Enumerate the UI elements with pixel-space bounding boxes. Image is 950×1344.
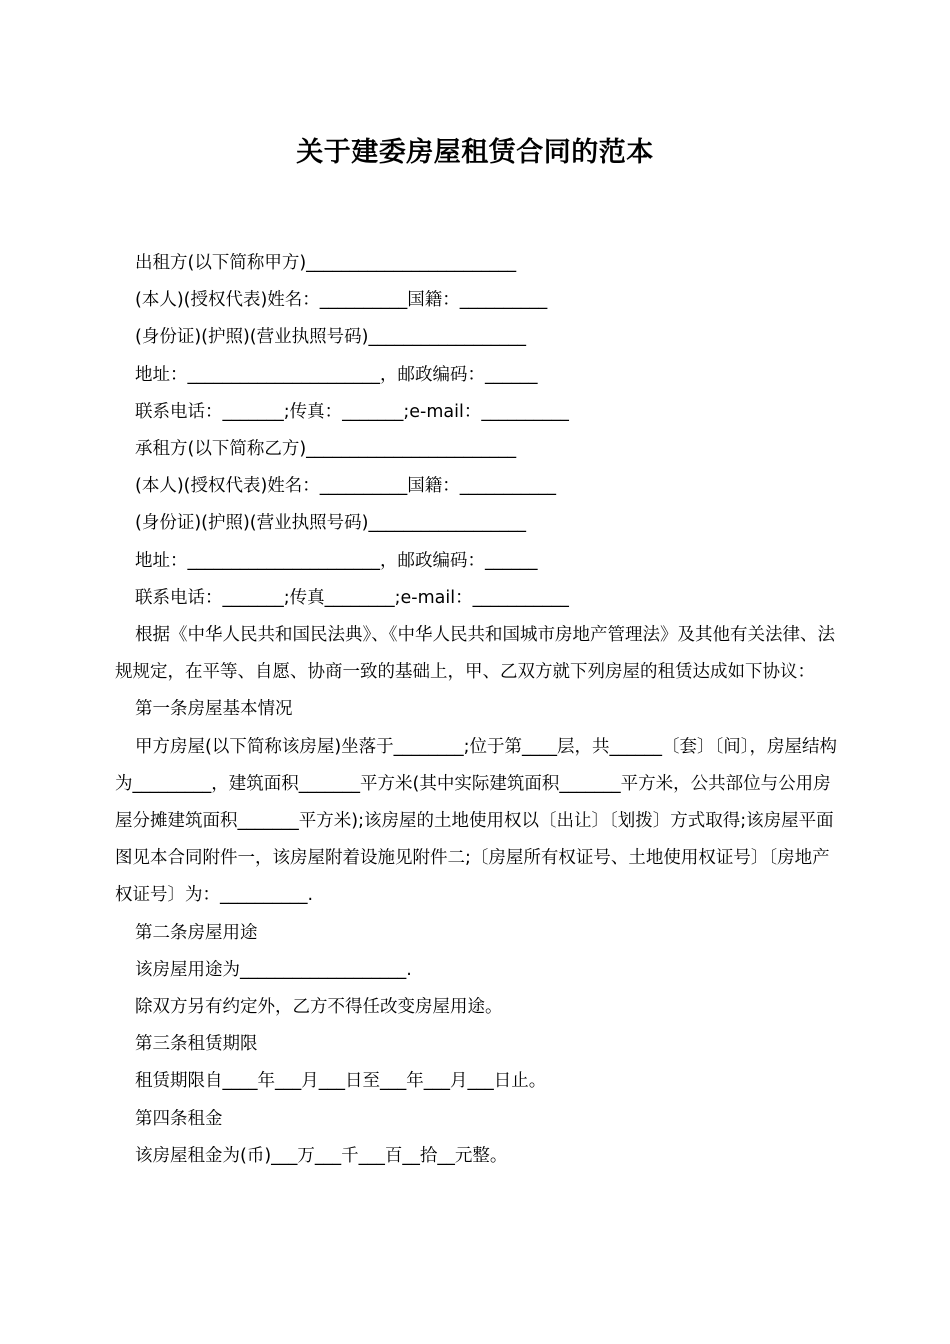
- lessor-contact: 联系电话：_______;传真：_______;e-mail：__________: [135, 401, 569, 422]
- article-3-heading: 第三条租赁期限: [135, 1034, 258, 1055]
- lessor-address: 地址：______________________，邮政编码：______: [135, 364, 538, 385]
- lessor-id-number: (身份证)(护照)(营业执照号码)__________________: [135, 327, 526, 348]
- lessee-id-number: (身份证)(护照)(营业执照号码)__________________: [135, 513, 526, 534]
- article-1-heading: 第一条房屋基本情况: [135, 699, 293, 720]
- document-body: [115, 245, 840, 1175]
- article-3-body: 租赁期限自____年___月___日至___年___月___日止。: [135, 1071, 547, 1092]
- article-2-restriction: 除双方另有约定外，乙方不得任改变房屋用途。: [135, 997, 503, 1018]
- article-4-heading: 第四条租金: [135, 1108, 223, 1129]
- lessee-contact: 联系电话：_______;传真________;e-mail：___________: [135, 587, 569, 608]
- lessee-address: 地址：______________________，邮政编码：______: [135, 550, 538, 571]
- article-1-body: 甲方房屋(以下简称该房屋)坐落于________;位于第____层，共______〔套〕〔间〕，房屋结构为_________，建筑面积_______平方米(其中实际建筑面积_______平方米，公共部位与公用房屋分摊建筑面积_______平方米);该房屋的土地使用权以〔出让〕〔划拨〕方式取得;该房屋平面图见本合同附件一，该房屋附着设施见附件二;〔房屋所有权证号、土地使用权证号〕〔房地产权证号〕为：__________.: [115, 736, 838, 906]
- lessee-name-nationality: (本人)(授权代表)姓名：__________国籍：___________: [135, 476, 557, 497]
- document-title: 关于建委房屋租赁合同的范本: [296, 137, 654, 168]
- lessor-line: 出租方(以下简称甲方)________________________: [135, 253, 517, 273]
- preamble-paragraph: 根据《中华人民共和国民法典》、《中华人民共和国城市房地产管理法》及其他有关法律、法规规定，在平等、自愿、协商一致的基础上，甲、乙双方就下列房屋的租赁达成如下协议：: [115, 625, 835, 683]
- article-4-body: 该房屋租金为(币)___万___千___百__拾__元整。: [135, 1145, 508, 1166]
- article-2-heading: 第二条房屋用途: [135, 922, 258, 943]
- article-2-usage: 该房屋用途为___________________.: [135, 959, 412, 980]
- lessor-name-nationality: (本人)(授权代表)姓名：__________国籍：__________: [135, 290, 548, 311]
- lessee-line: 承租方(以下简称乙方)________________________: [135, 439, 517, 460]
